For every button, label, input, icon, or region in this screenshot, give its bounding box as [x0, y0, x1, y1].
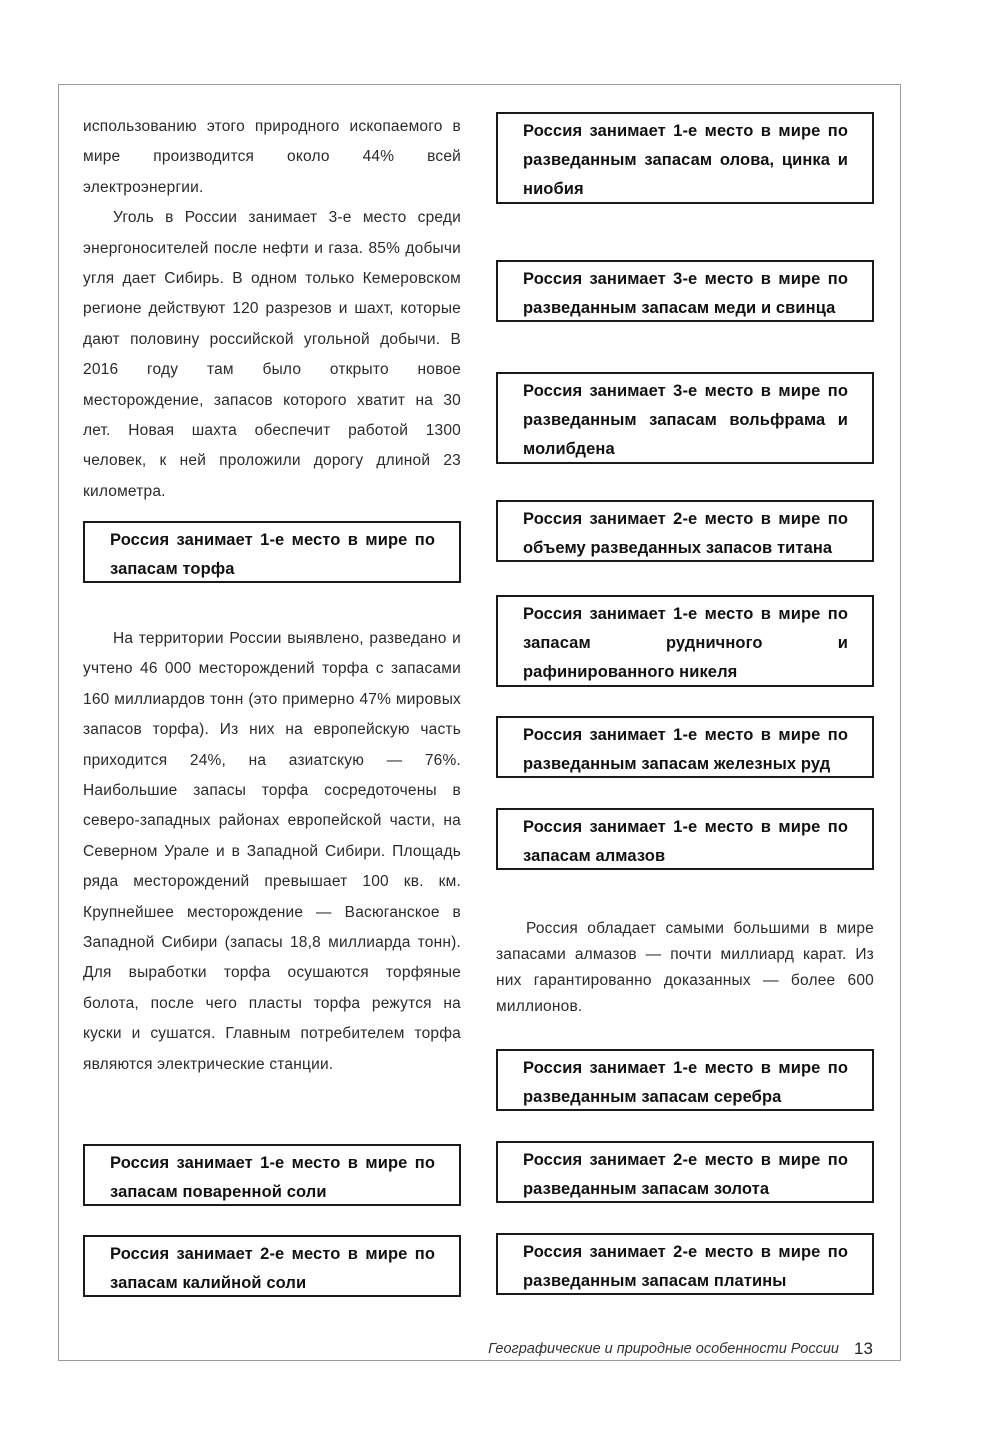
page-number: 13: [854, 1339, 873, 1358]
right-column-diamonds: [496, 916, 874, 1020]
fact-box-diamonds: Россия занимает 1-е место в мире по запасам алмазов: [496, 808, 874, 870]
paragraph-diamonds: Россия обладает самыми большими в мире запасами алмазов — почти миллиард карат. Из них гарантированно доказанных — более 600 миллионов.: [496, 920, 874, 1015]
fact-box-iron: Россия занимает 1-е место в мире по разведанным запасам железных руд: [496, 716, 874, 778]
running-title: Географические и природные особенности России: [488, 1341, 839, 1357]
fact-box-titanium: Россия занимает 2-е место в мире по объему разведанных запасов титана: [496, 500, 874, 562]
fact-box-tin: Россия занимает 1-е место в мире по разведанным запасам олова, цинка и ниобия: [496, 112, 874, 204]
fact-box-nickel: Россия занимает 1-е место в мире по запасам рудничного и рафинированного никеля: [496, 595, 874, 687]
fact-box-tungsten: Россия занимает 3-е место в мире по разведанным запасам вольфрама и молибдена: [496, 372, 874, 464]
fact-box-silver: Россия занимает 1-е место в мире по разведанным запасам серебра: [496, 1049, 874, 1111]
footer-rule: [58, 1360, 482, 1361]
fact-box-salt: Россия занимает 1-е место в мире по запасам поваренной соли: [83, 1144, 461, 1206]
fact-box-gold: Россия занимает 2-е место в мире по разведанным запасам золота: [496, 1141, 874, 1203]
paragraph-electricity: использованию этого природного ископаемого в мире производится около 44% всей электроэнергии.: [83, 118, 461, 196]
paragraph-coal: Уголь в России занимает 3-е место среди энергоносителей после нефти и газа. 85% добычи угля дает Сибирь. В одном только Кемеровском регионе действуют 120 разрезов и шахт, которые дают половину российской угольной добычи. В 2016 году там было открыто новое месторождение, запасов которого хватит на 30 лет. Новая шахта обеспечит работой 1300 человек, к ней проложили дорогу длиной 23 километра.: [83, 209, 461, 500]
fact-box-potash: Россия занимает 2-е место в мире по запасам калийной соли: [83, 1235, 461, 1297]
fact-box-platinum: Россия занимает 2-е место в мире по разведанным запасам платины: [496, 1233, 874, 1295]
left-column: [83, 112, 461, 507]
left-column-peat: [83, 624, 461, 1080]
fact-box-copper: Россия занимает 3-е место в мире по разведанным запасам меди и свинца: [496, 260, 874, 322]
paragraph-peat: На территории России выявлено, разведано и учтено 46 000 месторождений торфа с запасами 160 миллиардов тонн (это примерно 47% мировых запасов торфа). Из них на европейскую часть приходится 24%, на азиатскую — 76%. Наибольшие запасы торфа сосредоточены в северо-западных районах европейской части, на Северном Урале и в Западной Сибири. Площадь ряда месторождений превышает 100 кв. км. Крупнейшее месторождение — Васюганское в Западной Сибири (запасы 18,8 миллиарда тонн). Для выработки торфа осушаются торфяные болота, после чего пласты торфа режутся на куски и сушатся. Главным потребителем торфа являются электрические станции.: [83, 630, 461, 1073]
fact-box-peat: Россия занимает 1-е место в мире по запасам торфа: [83, 521, 461, 583]
